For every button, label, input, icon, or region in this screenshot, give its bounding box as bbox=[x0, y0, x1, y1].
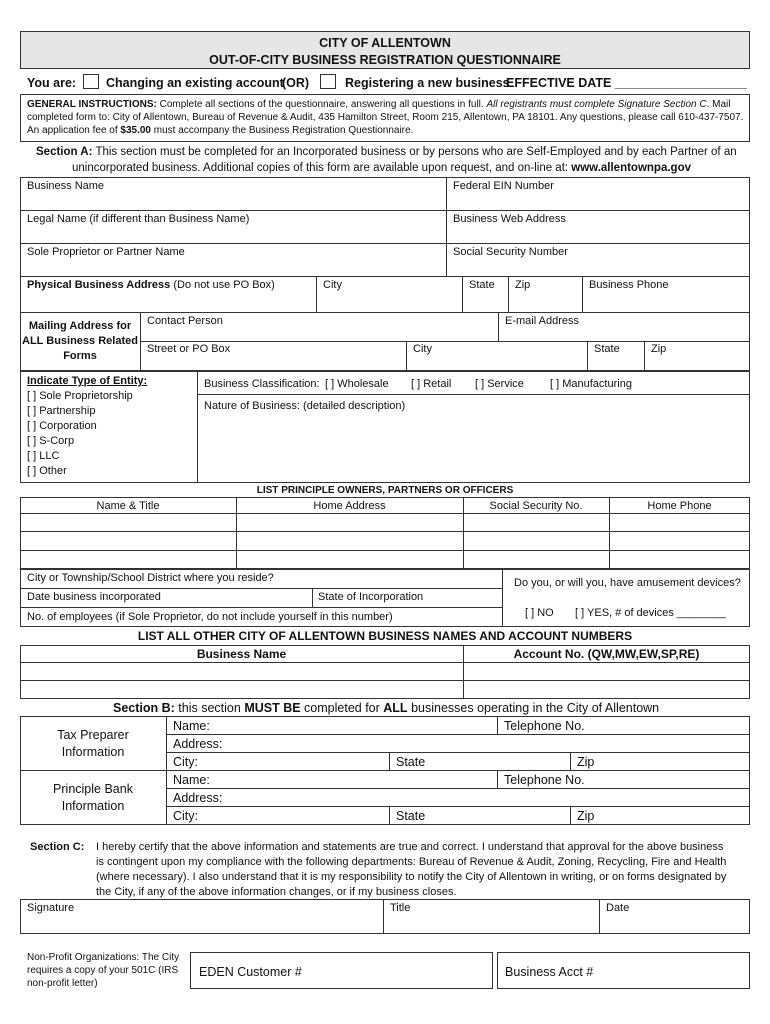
nonprofit-note-1: Non-Profit Organizations: The City bbox=[27, 952, 180, 963]
class-retail[interactable]: [ ] Retail bbox=[411, 378, 452, 390]
physical-address-field[interactable]: Physical Business Address (Do not use PO Box) bbox=[27, 279, 275, 291]
amusement-yes[interactable]: [ ] YES, # of devices ________ bbox=[575, 607, 726, 619]
section-a-line1: Section A: This section must be completed for an Incorporated business or by persons who are Self-Employed and by each Partner of an bbox=[36, 146, 737, 158]
new-business-label: Registering a new business bbox=[345, 76, 510, 90]
instructions-line3: An application fee of $35.00 must accompany the Business Registration Questionnaire. bbox=[27, 125, 414, 136]
entity-llc[interactable]: [ ] LLC bbox=[27, 450, 60, 462]
title-field[interactable]: Title bbox=[390, 902, 411, 914]
amusement-question: Do you, or will you, have amusement devices? bbox=[514, 577, 741, 589]
bank-label-2: Information bbox=[61, 799, 125, 813]
incorporated-date-field[interactable]: Date business incorporated bbox=[27, 591, 161, 603]
effective-date-field[interactable]: EFFECTIVE DATE ___________________ bbox=[506, 76, 747, 90]
tax-telephone-field[interactable]: Telephone No. bbox=[504, 719, 585, 733]
section-a-line2: unincorporated business. Additional copies of this form are available upon request, and on-line at: www.allentownpa.gov bbox=[72, 162, 691, 174]
section-c-label: Section C: bbox=[30, 841, 85, 853]
sole-proprietor-field[interactable]: Sole Proprietor or Partner Name bbox=[27, 246, 185, 258]
state-incorporation-field[interactable]: State of Incorporation bbox=[318, 591, 424, 603]
tax-city-field[interactable]: City: bbox=[173, 755, 198, 769]
entity-other[interactable]: [ ] Other bbox=[27, 465, 67, 477]
bank-label-1: Principle Bank bbox=[53, 782, 133, 796]
tax-zip-field[interactable]: Zip bbox=[577, 755, 595, 769]
mailing-label-2: ALL Business Related bbox=[22, 335, 138, 347]
federal-ein-field[interactable]: Federal EIN Number bbox=[453, 180, 554, 192]
certify-line-2: is contingent upon my compliance with the following departments: Bureau of Revenue & Audit, Zoning, Recycling, Fire and Health bbox=[96, 856, 727, 868]
tax-address-field[interactable]: Address: bbox=[173, 737, 223, 751]
certify-line-1: I hereby certify that the above information and statements are true and correct. I understand that approval for the above business bbox=[96, 841, 724, 853]
changing-account-checkbox[interactable] bbox=[83, 74, 99, 89]
other-accounts-col-name: Business Name bbox=[196, 647, 287, 661]
tax-name-field[interactable]: Name: bbox=[173, 719, 210, 733]
bank-address-field[interactable]: Address: bbox=[173, 791, 223, 805]
owners-col-name: Name & Title bbox=[96, 500, 160, 512]
bank-state-field[interactable]: State bbox=[396, 809, 426, 823]
contact-person-field[interactable]: Contact Person bbox=[147, 315, 223, 327]
signature-table bbox=[20, 899, 750, 934]
entity-sole-prop[interactable]: [ ] Sole Proprietorship bbox=[27, 390, 133, 402]
entity-corporation[interactable]: [ ] Corporation bbox=[27, 420, 97, 432]
street-field[interactable]: Street or PO Box bbox=[147, 343, 231, 355]
new-business-checkbox[interactable] bbox=[320, 74, 336, 89]
email-field[interactable]: E-mail Address bbox=[505, 315, 579, 327]
page-title: CITY OF ALLENTOWN bbox=[319, 36, 451, 50]
owners-col-address: Home Address bbox=[313, 500, 386, 512]
physical-city-field[interactable]: City bbox=[323, 279, 342, 291]
reside-field[interactable]: City or Township/School District where you reside? bbox=[27, 572, 274, 584]
signature-field[interactable]: Signature bbox=[27, 902, 75, 914]
mailing-city-field[interactable]: City bbox=[413, 343, 432, 355]
physical-zip-field[interactable]: Zip bbox=[515, 279, 531, 291]
eden-customer-label: EDEN Customer # bbox=[199, 965, 302, 979]
mailing-state-field[interactable]: State bbox=[594, 343, 620, 355]
class-wholesale[interactable]: [ ] Wholesale bbox=[325, 378, 389, 390]
bank-name-field[interactable]: Name: bbox=[173, 773, 210, 787]
tax-state-field[interactable]: State bbox=[396, 755, 426, 769]
owners-col-phone: Home Phone bbox=[647, 500, 712, 512]
nonprofit-note-2: requires a copy of your 501C (IRS bbox=[27, 965, 179, 976]
business-phone-field[interactable]: Business Phone bbox=[589, 279, 669, 291]
amusement-no[interactable]: [ ] NO bbox=[525, 607, 554, 619]
instructions-line1: GENERAL INSTRUCTIONS: Complete all sections of the questionnaire, answering all questions in full. All registrants must complete Signature Section C. Mail bbox=[27, 99, 731, 110]
employees-field[interactable]: No. of employees (if Sole Proprietor, do not include yourself in this number) bbox=[27, 611, 393, 623]
entity-s-corp[interactable]: [ ] S-Corp bbox=[27, 435, 75, 447]
business-acct-label: Business Acct # bbox=[505, 965, 594, 979]
ssn-field[interactable]: Social Security Number bbox=[453, 246, 568, 258]
tax-preparer-label-1: Tax Preparer bbox=[57, 728, 129, 742]
date-field[interactable]: Date bbox=[606, 902, 630, 914]
you-are-label: You are: bbox=[27, 76, 77, 90]
certify-line-4: the City, if any of the above information changes, or if my business closes. bbox=[96, 886, 457, 898]
changing-account-label: Changing an existing account bbox=[106, 76, 284, 90]
entity-title: Indicate Type of Entity: bbox=[27, 375, 148, 387]
tax-preparer-label-2: Information bbox=[61, 745, 125, 759]
class-manufacturing[interactable]: [ ] Manufacturing bbox=[550, 378, 632, 390]
business-name-field[interactable]: Business Name bbox=[27, 180, 105, 192]
classification-label: Business Classification: bbox=[204, 378, 320, 390]
bank-city-field[interactable]: City: bbox=[173, 809, 198, 823]
mailing-label-1: Mailing Address for bbox=[28, 320, 132, 332]
mailing-label-3: Forms bbox=[63, 350, 97, 362]
web-address-field[interactable]: Business Web Address bbox=[453, 213, 566, 225]
other-accounts-title: LIST ALL OTHER CITY OF ALLENTOWN BUSINESS NAMES AND ACCOUNT NUMBERS bbox=[137, 629, 633, 643]
instructions-line2: completed form to: City of Allentown, Bureau of Revenue & Audit, 435 Hamilton Street, Room 215, Allentown, PA 18101. Any questions, please call 610-437-7507. bbox=[27, 112, 744, 123]
entity-partnership[interactable]: [ ] Partnership bbox=[27, 405, 96, 417]
section-b-heading: Section B: this section MUST BE completed for ALL businesses operating in the City of Allentown bbox=[113, 701, 660, 715]
nature-of-business-field[interactable]: Nature of Business: (detailed description) bbox=[204, 400, 406, 412]
nonprofit-note-3: non-profit letter) bbox=[27, 978, 98, 989]
certify-line-3: (where necessary). I also understand that it is my responsibility to notify the City of Allentown in writing, or on forms designated by bbox=[96, 871, 727, 883]
owners-col-ssn: Social Security No. bbox=[489, 500, 583, 512]
owners-title: LIST PRINCIPLE OWNERS, PARTNERS OR OFFICERS bbox=[256, 485, 514, 496]
legal-name-field[interactable]: Legal Name (if different than Business Name) bbox=[27, 213, 250, 225]
form-title: OUT-OF-CITY BUSINESS REGISTRATION QUESTIONNAIRE bbox=[209, 53, 561, 67]
class-service[interactable]: [ ] Service bbox=[475, 378, 524, 390]
bank-zip-field[interactable]: Zip bbox=[577, 809, 595, 823]
other-accounts-col-account: Account No. (QW,MW,EW,SP,RE) bbox=[513, 647, 700, 661]
mailing-zip-field[interactable]: Zip bbox=[651, 343, 667, 355]
physical-state-field[interactable]: State bbox=[469, 279, 495, 291]
bank-telephone-field[interactable]: Telephone No. bbox=[504, 773, 585, 787]
or-label: (OR) bbox=[282, 76, 310, 90]
